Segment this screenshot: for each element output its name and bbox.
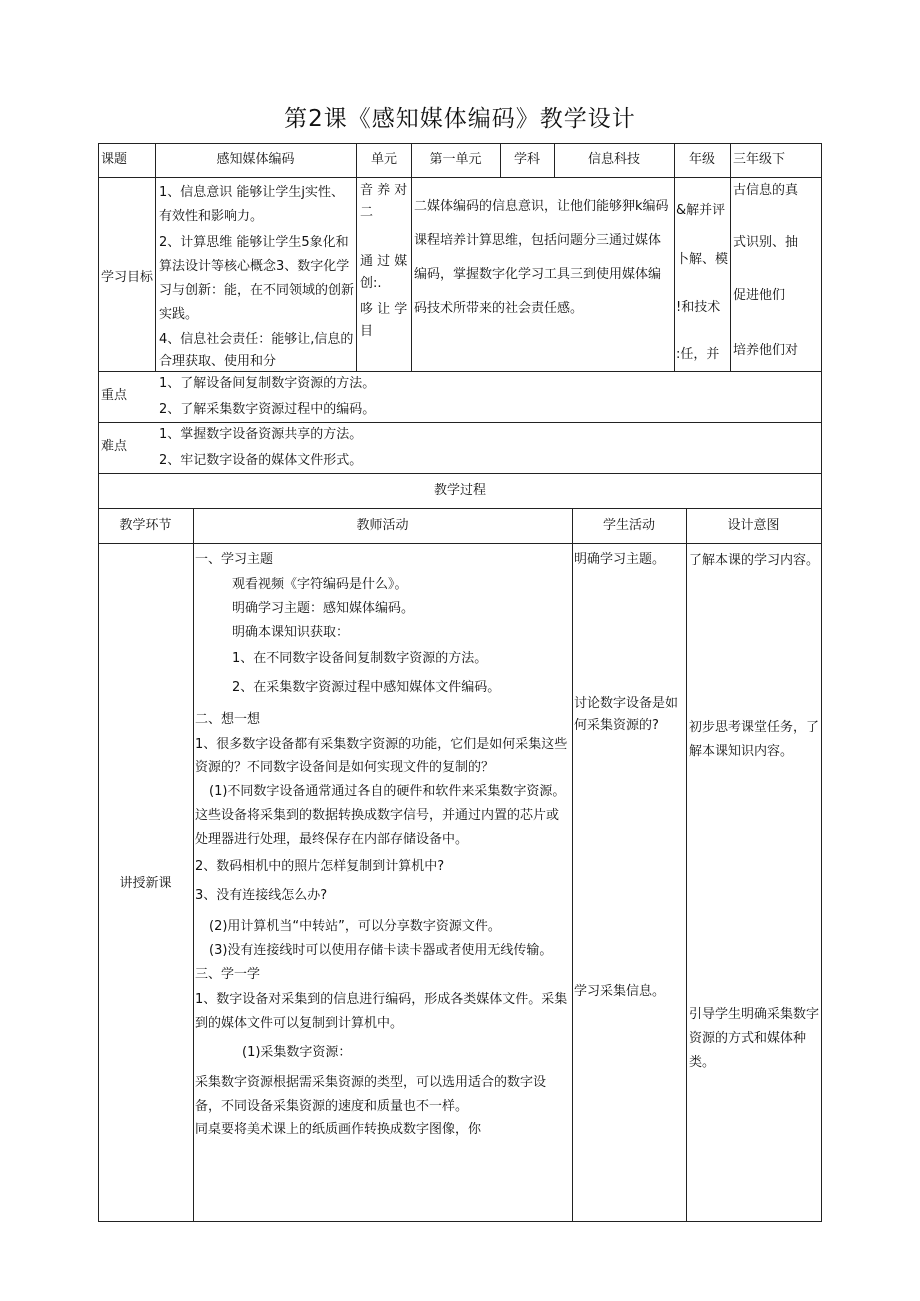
- stage-name: 讲授新课: [119, 876, 172, 891]
- key-point-item: 2、了解采集数字资源过程中的编码。: [159, 402, 376, 417]
- teacher-paragraph: 1、很多数字设备都有采集数字资源的功能，它们是如何采集这些资源的？不同数字设备间是如何实现文件的复制的？: [195, 737, 568, 775]
- objective-1: 1、信息意识 能够让学生j实性、有效性和影响力。: [159, 185, 345, 224]
- teacher-line: 观看视频《字符编码是什么》。: [232, 577, 408, 592]
- teacher-line: (3)没有连接线时可以使用存储卡读卡器或者使用无线传输。: [209, 943, 553, 958]
- objective-4: 4、信息社会责任：能够让,信息的合理获取、使用和分: [159, 332, 354, 369]
- objective-fragment: 卜解、模: [676, 252, 729, 267]
- col-intent-header: 设计意图: [727, 518, 780, 533]
- objective-fragment: &解并评: [676, 203, 726, 218]
- student-line: 明确学习主题。: [574, 552, 666, 567]
- difficulties-label: 难点: [101, 439, 128, 454]
- page-title: 第2课《感知媒体编码》教学设计: [284, 106, 636, 132]
- objective-fragment: 目: [360, 324, 374, 339]
- objective-fragment: 哆 让 学: [360, 302, 408, 317]
- objective-fragment: 式识别、抽: [733, 235, 799, 250]
- objectives-col3: 二媒体编码的信息意识，让他们能够狎k编码课程培养计算思维，包括问题分三通过媒体编码，掌握数字化学习工具三到使用媒体编码技术所带来的社会责任感。: [414, 199, 669, 316]
- section-heading: 三、学一学: [195, 967, 261, 982]
- student-line: 讨论数字设备是如何采集资源的?: [574, 696, 679, 733]
- difficulty-item: 2、牢记数字设备的媒体文件形式。: [159, 453, 363, 468]
- objective-fragment: 音 养 对: [360, 183, 408, 198]
- key-points-label: 重点: [101, 388, 128, 403]
- topic-value: 感知媒体编码: [216, 152, 295, 167]
- teacher-line: 明确本课知识获取：: [232, 625, 350, 640]
- objective-fragment: 通 过 媒: [360, 254, 408, 269]
- process-heading: 教学过程: [433, 483, 486, 498]
- subject-value: 信息科技: [587, 152, 640, 167]
- unit-value: 第一单元: [429, 152, 482, 167]
- col-student-header: 学生活动: [602, 518, 655, 533]
- objective-fragment: 培养他们对: [733, 343, 799, 358]
- teacher-line: 1、在不同数字设备间复制数字资源的方法。: [232, 651, 488, 666]
- objective-fragment: :任，并: [676, 347, 720, 362]
- teacher-line: 明确学习主题：感知媒体编码。: [232, 601, 415, 616]
- student-line: 学习采集信息。: [574, 984, 666, 999]
- section-heading: 一、学习主题: [195, 552, 274, 567]
- teacher-line: 2、在采集数字资源过程中感知媒体文件编码。: [232, 680, 501, 695]
- objective-2: 2、计算思维 能够让学生5象化和算法设计等核心概念3、数字化学习与创新：能，在不同领域的创新实践。: [159, 235, 355, 322]
- grade-label: 年级: [688, 152, 715, 167]
- objective-fragment: 古信息的真: [733, 183, 799, 198]
- intent-line: 初步思考课堂任务，了解本课知识内容。: [689, 720, 820, 759]
- teacher-line: 3、没有连接线怎么办?: [195, 888, 328, 903]
- intent-line: 引导学生明确采集数字资源的方式和媒体种类。: [689, 1007, 820, 1070]
- topic-label: 课题: [101, 152, 128, 167]
- unit-label: 单元: [371, 152, 398, 167]
- difficulty-item: 1、掌握数字设备资源共享的方法。: [159, 427, 363, 442]
- teacher-paragraph: (1)不同数字设备通常通过各自的硬件和软件来采集数字资源。这些设备将采集到的数据转换成数字信号，并通过内置的芯片或处理器进行处理，最终保存在内部存储设备中。: [195, 784, 566, 847]
- grade-value: 三年级下: [733, 152, 786, 167]
- teacher-line: (1)采集数字资源：: [242, 1045, 352, 1060]
- objective-fragment: !和技术: [676, 300, 721, 315]
- teacher-line: (2)用计算机当“中转站”，可以分享数字资源文件。: [209, 919, 501, 934]
- teacher-line: 同桌要将美术课上的纸质画作转换成数字图像，你: [195, 1122, 482, 1137]
- subject-label: 学科: [513, 152, 540, 167]
- teacher-paragraph: 采集数字资源根据需采集资源的类型，可以选用适合的数字设备，不同设备采集资源的速度和质量也不一样。: [195, 1075, 547, 1114]
- col-teacher-header: 教师活动: [356, 518, 409, 533]
- objectives-label: 学习目标: [101, 270, 154, 285]
- teacher-paragraph: 1、数字设备对采集到的信息进行编码，形成各类媒体文件。采集到的媒体文件可以复制到计算机中。: [195, 992, 568, 1031]
- key-point-item: 1、了解设备间复制数字资源的方法。: [159, 376, 376, 391]
- teacher-line: 2、数码相机中的照片怎样复制到计算机中?: [195, 859, 445, 874]
- objective-fragment: 创:.: [360, 276, 382, 291]
- section-heading: 二、想一想: [195, 712, 261, 727]
- col-stage-header: 教学环节: [119, 518, 172, 533]
- objective-fragment: 促进他们: [733, 288, 786, 303]
- objective-fragment: 二: [360, 205, 374, 220]
- intent-line: 了解本课的学习内容。: [689, 553, 820, 568]
